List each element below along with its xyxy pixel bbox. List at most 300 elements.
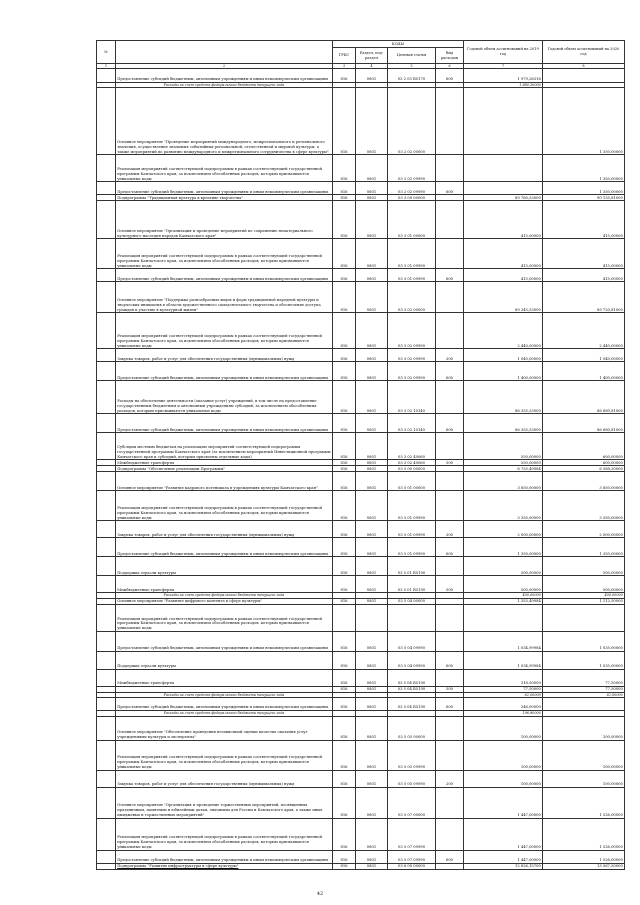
row-name-cell: Реализация мероприятий соответствующей подпрограммы в рамках соответствующей государственной программы Камчатского края, за исключением обособленных расходов, которым присваиваются уникальные коды bbox=[116, 604, 333, 631]
row-number-cell bbox=[97, 698, 116, 711]
amount-2019-cell: 500,00000 bbox=[464, 557, 543, 576]
expense-type-cell: 600 bbox=[436, 182, 464, 195]
table-row bbox=[97, 313, 625, 349]
razdel-cell: 0801 bbox=[356, 349, 388, 362]
razdel-cell: 0801 bbox=[356, 414, 388, 433]
razdel-cell: 0801 bbox=[356, 698, 388, 711]
target-article-cell: 03 2 02 09990 bbox=[388, 182, 436, 195]
column-index: 1 bbox=[97, 64, 116, 69]
razdel-cell: 0801 bbox=[356, 521, 388, 538]
table-row bbox=[97, 850, 625, 863]
razdel-cell: 0801 bbox=[356, 557, 388, 576]
grbs-cell: 816 bbox=[333, 269, 356, 282]
razdel-cell: 0801 bbox=[356, 88, 388, 155]
expense-type-cell: 500 bbox=[436, 460, 464, 466]
expense-type-cell bbox=[436, 604, 464, 631]
amount-2019-cell bbox=[464, 182, 543, 195]
grbs-cell bbox=[333, 604, 356, 631]
column-index: 8 bbox=[543, 64, 625, 69]
razdel-cell: 0801 bbox=[356, 863, 388, 869]
row-name-cell: Основное мероприятие "Организация и проведение мероприятий по сохранению нематериального культурного наследия народов Камчатского края" bbox=[116, 201, 333, 239]
grbs-cell: 816 bbox=[333, 466, 356, 472]
row-number-cell bbox=[97, 557, 116, 576]
expense-type-cell: 200 bbox=[436, 770, 464, 787]
table-row bbox=[97, 414, 625, 433]
table-row bbox=[97, 716, 625, 740]
grbs-cell: 816 bbox=[333, 472, 356, 491]
amount-2020-cell: 100,00000 bbox=[543, 716, 625, 740]
grbs-cell: 816 bbox=[333, 155, 356, 182]
razdel-cell: 0801 bbox=[356, 155, 388, 182]
row-name-cell: Субсидии местным бюджетам на реализацию мероприятий соответствующей подпрограммы государственной программы Камчатского края (за исключением мероприятий Инвестиционной программы Камчатского края и субсидий, которым присвоены отдельные коды) bbox=[116, 433, 333, 460]
table-row bbox=[97, 698, 625, 711]
row-name-cell: Предоставление субсидий бюджетным, автономным учреждениям и иным некоммерческим организациям bbox=[116, 269, 333, 282]
amount-2020-cell: 86 680,81000 bbox=[543, 381, 625, 414]
row-name-cell: Расходы за счет средств федерального бюджета текущего года bbox=[116, 83, 333, 88]
razdel-cell: 0801 bbox=[356, 651, 388, 669]
row-name-cell: Предоставление субсидий бюджетным, автономным учреждениям и иным некоммерческим организациям bbox=[116, 182, 333, 195]
row-number-cell bbox=[97, 313, 116, 349]
amount-2019-cell: 1 400,00000 bbox=[464, 362, 543, 381]
amount-2019-cell: 1 034,99984 bbox=[464, 631, 543, 651]
grbs-cell: 816 bbox=[333, 669, 356, 686]
amount-2019-cell: 318,50000 bbox=[464, 669, 543, 686]
amount-2020-cell bbox=[543, 698, 625, 711]
row-number-cell bbox=[97, 182, 116, 195]
row-number-cell bbox=[97, 716, 116, 740]
razdel-cell: 0801 bbox=[356, 195, 388, 201]
row-name-cell: Реализация мероприятий соответствующей подпрограммы в рамках соответствующей государственной программы Камчатского края, за исключением обособленных расходов, которым присваиваются уникальные коды bbox=[116, 491, 333, 521]
target-article-cell: 03 3 01 00000 bbox=[388, 201, 436, 239]
razdel-cell: 0801 bbox=[356, 538, 388, 557]
amount-2020-cell: 2 000,00000 bbox=[543, 521, 625, 538]
row-name-cell: Поддержка отрасли культуры bbox=[116, 557, 333, 576]
razdel-cell: 0801 bbox=[356, 433, 388, 460]
table-row bbox=[97, 239, 625, 269]
target-article-cell: 03 3 01 09990 bbox=[388, 239, 436, 269]
row-number-cell bbox=[97, 88, 116, 155]
expense-type-cell: 200 bbox=[436, 349, 464, 362]
razdel-cell: 0801 bbox=[356, 598, 388, 604]
amount-2019-cell: 3 850,00000 bbox=[464, 472, 543, 491]
amount-2019-cell: 550,00000 bbox=[464, 433, 543, 460]
row-number-cell bbox=[97, 491, 116, 521]
razdel-cell: 0801 bbox=[356, 716, 388, 740]
amount-2020-cell: 77,50000 bbox=[543, 686, 625, 692]
expense-type-cell bbox=[436, 433, 464, 460]
razdel-cell: 0801 bbox=[356, 201, 388, 239]
grbs-cell: 816 bbox=[333, 491, 356, 521]
grbs-cell: 816 bbox=[333, 818, 356, 850]
header-grbs: ГРБС bbox=[333, 48, 356, 64]
grbs-cell: 816 bbox=[333, 88, 356, 155]
amount-2019-cell: 77,50000 bbox=[464, 686, 543, 692]
row-number-cell bbox=[97, 362, 116, 381]
expense-type-cell bbox=[436, 201, 464, 239]
row-number-cell bbox=[97, 381, 116, 414]
target-article-cell: 03 5 05 09990 bbox=[388, 770, 436, 787]
header-expense-type: Вид расходов bbox=[436, 48, 464, 64]
row-number-cell bbox=[97, 787, 116, 818]
row-name-cell: Подпрограмма "Традиционная культура в креативе творчества" bbox=[116, 195, 333, 201]
grbs-cell: 816 bbox=[333, 201, 356, 239]
column-index: 5 bbox=[388, 64, 436, 69]
table-row bbox=[97, 818, 625, 850]
amount-2019-cell bbox=[464, 604, 543, 631]
amount-2020-cell: 1 526,00000 bbox=[543, 787, 625, 818]
row-name-cell: Межбюджетные трансферты bbox=[116, 669, 333, 686]
header-year-2020: Годовой объем ассигнований на 2020 год bbox=[543, 41, 625, 64]
amount-2020-cell bbox=[543, 69, 625, 83]
razdel-cell: 0801 bbox=[356, 576, 388, 593]
target-article-cell: 03 5 00 00000 bbox=[388, 466, 436, 472]
target-article-cell: 03 3 02 09990 bbox=[388, 362, 436, 381]
expense-type-cell: 600 bbox=[436, 269, 464, 282]
table-row bbox=[97, 201, 625, 239]
amount-2020-cell: 77,50000 bbox=[543, 669, 625, 686]
amount-2020-cell: 1 350,00000 bbox=[543, 155, 625, 182]
amount-2020-cell: 3 350,00000 bbox=[543, 491, 625, 521]
amount-2020-cell: 89 720,81000 bbox=[543, 282, 625, 313]
expense-type-cell bbox=[436, 472, 464, 491]
table-row bbox=[97, 631, 625, 651]
row-number-cell bbox=[97, 239, 116, 269]
expense-type-cell: 600 bbox=[436, 698, 464, 711]
amount-2019-cell: 415,00000 bbox=[464, 239, 543, 269]
table-row bbox=[97, 491, 625, 521]
amount-2019-cell: 3 350,00000 bbox=[464, 491, 543, 521]
table-row bbox=[97, 557, 625, 576]
target-article-cell: 03 3 02 40060 bbox=[388, 433, 436, 460]
amount-2019-cell: 415,00000 bbox=[464, 269, 543, 282]
amount-2020-cell: 6 588,50000 bbox=[543, 466, 625, 472]
row-number-cell bbox=[97, 201, 116, 239]
target-article-cell: 03 5 04 R5190 bbox=[388, 669, 436, 686]
grbs-cell: 816 bbox=[333, 182, 356, 195]
grbs-cell: 816 bbox=[333, 698, 356, 711]
row-number-cell bbox=[97, 651, 116, 669]
target-article-cell: 03 3 02 10140 bbox=[388, 381, 436, 414]
row-number-cell bbox=[97, 349, 116, 362]
grbs-cell: 816 bbox=[333, 770, 356, 787]
amount-2020-cell bbox=[543, 604, 625, 631]
amount-2020-cell: 62,00000 bbox=[543, 692, 625, 697]
grbs-cell: 816 bbox=[333, 460, 356, 466]
row-number-cell bbox=[97, 740, 116, 770]
header-codes: КОДЫ bbox=[333, 41, 464, 48]
header-num: № bbox=[97, 41, 116, 64]
amount-2020-cell: 90 135,81000 bbox=[543, 195, 625, 201]
row-number-cell bbox=[97, 863, 116, 869]
amount-2019-cell: 2 440,00000 bbox=[464, 313, 543, 349]
target-article-cell: 03 3 02 09990 bbox=[388, 349, 436, 362]
expense-type-cell bbox=[436, 787, 464, 818]
amount-2019-cell: 6 755,49984 bbox=[464, 466, 543, 472]
razdel-cell: 0801 bbox=[356, 787, 388, 818]
grbs-cell: 816 bbox=[333, 362, 356, 381]
grbs-cell: 816 bbox=[333, 716, 356, 740]
row-name-cell: Основное мероприятие "Проведение мероприятий международного, межрегионального и регионального значения, осуществление значимых событийных региональной, отечественной и мировой культуры, а также мероприятий по развитию международного и межрегионального сотрудничества в сфере культуры" bbox=[116, 88, 333, 155]
table-row bbox=[97, 651, 625, 669]
target-article-cell: 03 3 02 40060 bbox=[388, 460, 436, 466]
table-row bbox=[97, 538, 625, 557]
expense-type-cell: 600 bbox=[436, 69, 464, 83]
row-number-cell bbox=[97, 155, 116, 182]
amount-2019-cell bbox=[464, 155, 543, 182]
row-number-cell bbox=[97, 521, 116, 538]
header-name bbox=[116, 41, 333, 64]
razdel-cell: 0801 bbox=[356, 686, 388, 692]
grbs-cell: 816 bbox=[333, 850, 356, 863]
grbs-cell: 816 bbox=[333, 787, 356, 818]
amount-2020-cell: 1 350,00000 bbox=[543, 182, 625, 195]
row-number-cell bbox=[97, 669, 116, 686]
grbs-cell: 816 bbox=[333, 69, 356, 83]
amount-2020-cell: 500,00000 bbox=[543, 557, 625, 576]
target-article-cell: 03 5 04 R5190 bbox=[388, 686, 436, 692]
row-name-cell: Основное мероприятие "Развитие кадрового потенциала в учреждениях культуры Камчатского края" bbox=[116, 472, 333, 491]
grbs-cell: 816 bbox=[333, 313, 356, 349]
header-target-article: Целевая статья bbox=[388, 48, 436, 64]
amount-2020-cell: 13 567,50000 bbox=[543, 863, 625, 869]
header-razdel: Раздел, под-раздел bbox=[356, 48, 388, 64]
target-article-cell: 03 5 05 00000 bbox=[388, 716, 436, 740]
row-name-cell: Расходы за счет средств федерального бюджета текущего года bbox=[116, 692, 333, 697]
grbs-cell: 816 bbox=[333, 195, 356, 201]
expense-type-cell: 200 bbox=[436, 521, 464, 538]
grbs-cell: 816 bbox=[333, 686, 356, 692]
razdel-cell: 0801 bbox=[356, 182, 388, 195]
table-row bbox=[97, 576, 625, 593]
row-number-cell bbox=[97, 433, 116, 460]
amount-2020-cell: 100,00000 bbox=[543, 770, 625, 787]
table-row bbox=[97, 433, 625, 460]
row-name-cell: Межбюджетные трансферты bbox=[116, 460, 333, 466]
target-article-cell: 03 5 07 09990 bbox=[388, 850, 436, 863]
grbs-cell: 816 bbox=[333, 557, 356, 576]
grbs-cell: 816 bbox=[333, 521, 356, 538]
amount-2019-cell: 1 447,00000 bbox=[464, 850, 543, 863]
row-name-cell: Расходы на обеспечение деятельности (оказание услуг) учреждений, в том числе на предоставление государственным бюджетным и автономным учреждениям субсидий, за исключением обособленных расходов, которым присваиваются уникальные коды bbox=[116, 381, 333, 414]
razdel-cell: 0801 bbox=[356, 770, 388, 787]
row-name-cell: Основное мероприятие "Обеспечение проведения независимой оценки качества оказания услуг учреждениями культуры и экспертизы" bbox=[116, 716, 333, 740]
row-name-cell: Реализация мероприятий соответствующей подпрограммы в рамках соответствующей государственной программы Камчатского края, за исключением обособленных расходов, которым присваиваются уникальные коды bbox=[116, 740, 333, 770]
amount-2019-cell: 550,00000 bbox=[464, 460, 543, 466]
target-article-cell bbox=[388, 604, 436, 631]
row-name-cell: Расходы за счет средств федерального бюджета текущего года bbox=[116, 593, 333, 598]
target-article-cell: 03 2 03 R5170 bbox=[388, 69, 436, 83]
table-row bbox=[97, 787, 625, 818]
amount-2020-cell: 1 400,00000 bbox=[543, 362, 625, 381]
column-index: 2 bbox=[116, 64, 333, 69]
row-number-cell bbox=[97, 770, 116, 787]
grbs-cell: 816 bbox=[333, 631, 356, 651]
amount-2019-cell: 415,00000 bbox=[464, 201, 543, 239]
target-article-cell: 03 3 01 09990 bbox=[388, 269, 436, 282]
table-row bbox=[97, 349, 625, 362]
target-article-cell: 03 5 01 09990 bbox=[388, 491, 436, 521]
amount-2020-cell: 415,00000 bbox=[543, 269, 625, 282]
amount-2019-cell: 1 040,00000 bbox=[464, 349, 543, 362]
razdel-cell: 0801 bbox=[356, 381, 388, 414]
amount-2020-cell: 1 035,00000 bbox=[543, 651, 625, 669]
expense-type-cell bbox=[436, 313, 464, 349]
razdel-cell: 0801 bbox=[356, 740, 388, 770]
row-name-cell: Основное мероприятие "Поддержка разнообразных видов и форм традиционной народной культуры и творческих инициатив в области художественного самодеятельного творчества и обеспечение доступа граждан к участию в культурной жизни" bbox=[116, 282, 333, 313]
row-number-cell bbox=[97, 282, 116, 313]
grbs-cell: 816 bbox=[333, 651, 356, 669]
razdel-cell: 0801 bbox=[356, 282, 388, 313]
amount-2020-cell: 100,00000 bbox=[543, 740, 625, 770]
target-article-cell: 03 2 02 00000 bbox=[388, 88, 436, 155]
row-name-cell: Межбюджетные трансферты bbox=[116, 576, 333, 593]
row-number-cell bbox=[97, 269, 116, 282]
table-row bbox=[97, 282, 625, 313]
grbs-cell: 816 bbox=[333, 538, 356, 557]
amount-2019-cell: 62,00000 bbox=[464, 692, 543, 697]
expense-type-cell: 600 bbox=[436, 414, 464, 433]
expense-type-cell: 600 bbox=[436, 362, 464, 381]
table-row bbox=[97, 88, 625, 155]
row-number-cell bbox=[97, 472, 116, 491]
row-name-cell: Расходы за счет средств федерального бюджета текущего года bbox=[116, 711, 333, 716]
row-name-cell: Основное мероприятие "Развитие цифрового контента в сфере культуры" bbox=[116, 598, 333, 604]
amount-2020-cell: 1 040,00000 bbox=[543, 349, 625, 362]
razdel-cell: 0801 bbox=[356, 362, 388, 381]
table-row bbox=[97, 182, 625, 195]
row-number-cell bbox=[97, 850, 116, 863]
page-number: 42 bbox=[316, 891, 324, 897]
razdel-cell: 0801 bbox=[356, 269, 388, 282]
amount-2020-cell: 1 035,00000 bbox=[543, 631, 625, 651]
row-name-cell: Предоставление субсидий бюджетным, автономным учреждениям и иным некоммерческим организациям bbox=[116, 414, 333, 433]
target-article-cell: 03 2 02 09990 bbox=[388, 155, 436, 182]
amount-2020-cell: 600,00000 bbox=[543, 460, 625, 466]
expense-type-cell bbox=[436, 863, 464, 869]
amount-2019-cell: 2 000,00000 bbox=[464, 521, 543, 538]
razdel-cell: 0801 bbox=[356, 818, 388, 850]
amount-2019-cell: 100,00000 bbox=[464, 740, 543, 770]
amount-2019-cell: 12 826,15700 bbox=[464, 863, 543, 869]
row-name-cell: Предоставление субсидий бюджетным, автономным учреждениям и иным некоммерческим организациям bbox=[116, 538, 333, 557]
expense-type-cell: 600 bbox=[436, 538, 464, 557]
table-row bbox=[97, 740, 625, 770]
amount-2019-cell: 89 345,53000 bbox=[464, 282, 543, 313]
budget-table bbox=[96, 40, 625, 870]
amount-2020-cell: 1 526,00000 bbox=[543, 850, 625, 863]
row-number-cell bbox=[97, 69, 116, 83]
amount-2019-cell: 86 355,53000 bbox=[464, 414, 543, 433]
table-row bbox=[97, 521, 625, 538]
table-row bbox=[97, 604, 625, 631]
target-article-cell: 03 5 01 09990 bbox=[388, 521, 436, 538]
row-name-cell: Закупка товаров, работ и услуг для обеспечения государственных (муниципальных) нужд bbox=[116, 770, 333, 787]
target-article-cell: 03 3 00 00000 bbox=[388, 195, 436, 201]
row-number-cell bbox=[97, 576, 116, 593]
razdel-cell bbox=[356, 604, 388, 631]
row-name-cell: Предоставление субсидий бюджетным, автономным учреждениям и иным некоммерческим организациям bbox=[116, 850, 333, 863]
table-body bbox=[97, 69, 625, 869]
razdel-cell: 0801 bbox=[356, 466, 388, 472]
grbs-cell: 816 bbox=[333, 381, 356, 414]
amount-2020-cell: 1 112,50000 bbox=[543, 598, 625, 604]
amount-2019-cell: 196,80000 bbox=[464, 711, 543, 716]
target-article-cell: 03 5 04 R5190 bbox=[388, 698, 436, 711]
table-row bbox=[97, 669, 625, 686]
column-index: 7 bbox=[464, 64, 543, 69]
expense-type-cell: 600 bbox=[436, 651, 464, 669]
amount-2020-cell: 3 850,00000 bbox=[543, 472, 625, 491]
razdel-cell: 0801 bbox=[356, 313, 388, 349]
amount-2020-cell: 2 440,00000 bbox=[543, 313, 625, 349]
header-year-2019: Годовой объем ассигнований на 2019 год bbox=[464, 41, 543, 64]
target-article-cell: 03 5 07 00000 bbox=[388, 787, 436, 818]
column-index: 4 bbox=[356, 64, 388, 69]
amount-2020-cell: 415,00000 bbox=[543, 201, 625, 239]
target-article-cell: 03 5 01 09990 bbox=[388, 538, 436, 557]
row-number-cell bbox=[97, 538, 116, 557]
amount-2020-cell: 600,00000 bbox=[543, 433, 625, 460]
amount-2020-cell: 400,00000 bbox=[543, 593, 625, 598]
row-name-cell: Поддержка отрасли культуры bbox=[116, 651, 333, 669]
target-article-cell: 03 6 00 00000 bbox=[388, 863, 436, 869]
amount-2019-cell: 1 447,00000 bbox=[464, 787, 543, 818]
row-name-cell: Предоставление субсидий бюджетным, автономным учреждениям и иным некоммерческим организациям bbox=[116, 631, 333, 651]
row-number-cell bbox=[97, 414, 116, 433]
row-number-cell bbox=[97, 818, 116, 850]
amount-2019-cell: 1 350,00000 bbox=[464, 538, 543, 557]
expense-type-cell bbox=[436, 381, 464, 414]
amount-2019-cell: 1 880,30000 bbox=[464, 83, 543, 88]
grbs-cell: 816 bbox=[333, 282, 356, 313]
grbs-cell: 816 bbox=[333, 433, 356, 460]
expense-type-cell bbox=[436, 740, 464, 770]
expense-type-cell bbox=[436, 631, 464, 651]
target-article-cell: 03 5 04 00000 bbox=[388, 598, 436, 604]
amount-2020-cell: 500,00000 bbox=[543, 576, 625, 593]
expense-type-cell bbox=[436, 239, 464, 269]
expense-type-cell: 600 bbox=[436, 850, 464, 863]
amount-2019-cell: 500,00000 bbox=[464, 576, 543, 593]
target-article-cell: 03 5 01 00000 bbox=[388, 472, 436, 491]
amount-2020-cell: 1 350,00000 bbox=[543, 88, 625, 155]
row-name-cell: Закупка товаров, работ и услуг для обеспечения государственных (муниципальных) нужд bbox=[116, 521, 333, 538]
razdel-cell: 0801 bbox=[356, 850, 388, 863]
expense-type-cell: 500 bbox=[436, 686, 464, 692]
row-name-cell: Подпрограмма "Развитие инфраструктуры в сфере культуры" bbox=[116, 863, 333, 869]
target-article-cell: 03 5 05 09990 bbox=[388, 740, 436, 770]
expense-type-cell bbox=[436, 491, 464, 521]
amount-2019-cell bbox=[464, 88, 543, 155]
grbs-cell: 816 bbox=[333, 863, 356, 869]
row-number-cell bbox=[97, 604, 116, 631]
razdel-cell: 0801 bbox=[356, 669, 388, 686]
target-article-cell: 03 5 04 09990 bbox=[388, 631, 436, 651]
amount-2020-cell: 1 350,00000 bbox=[543, 538, 625, 557]
target-article-cell: 03 3 02 09990 bbox=[388, 313, 436, 349]
table-row bbox=[97, 381, 625, 414]
target-article-cell: 03 5 07 09990 bbox=[388, 818, 436, 850]
target-article-cell: 03 5 01 R5190 bbox=[388, 576, 436, 593]
grbs-cell: 816 bbox=[333, 576, 356, 593]
table-row bbox=[97, 472, 625, 491]
expense-type-cell bbox=[436, 818, 464, 850]
expense-type-cell bbox=[436, 155, 464, 182]
amount-2019-cell: 100,00000 bbox=[464, 770, 543, 787]
amount-2020-cell: 86 680,81000 bbox=[543, 414, 625, 433]
amount-2019-cell: 86 355,53000 bbox=[464, 381, 543, 414]
row-name-cell: Закупка товаров, работ и услуг для обеспечения государственных (муниципальных) нужд bbox=[116, 349, 333, 362]
